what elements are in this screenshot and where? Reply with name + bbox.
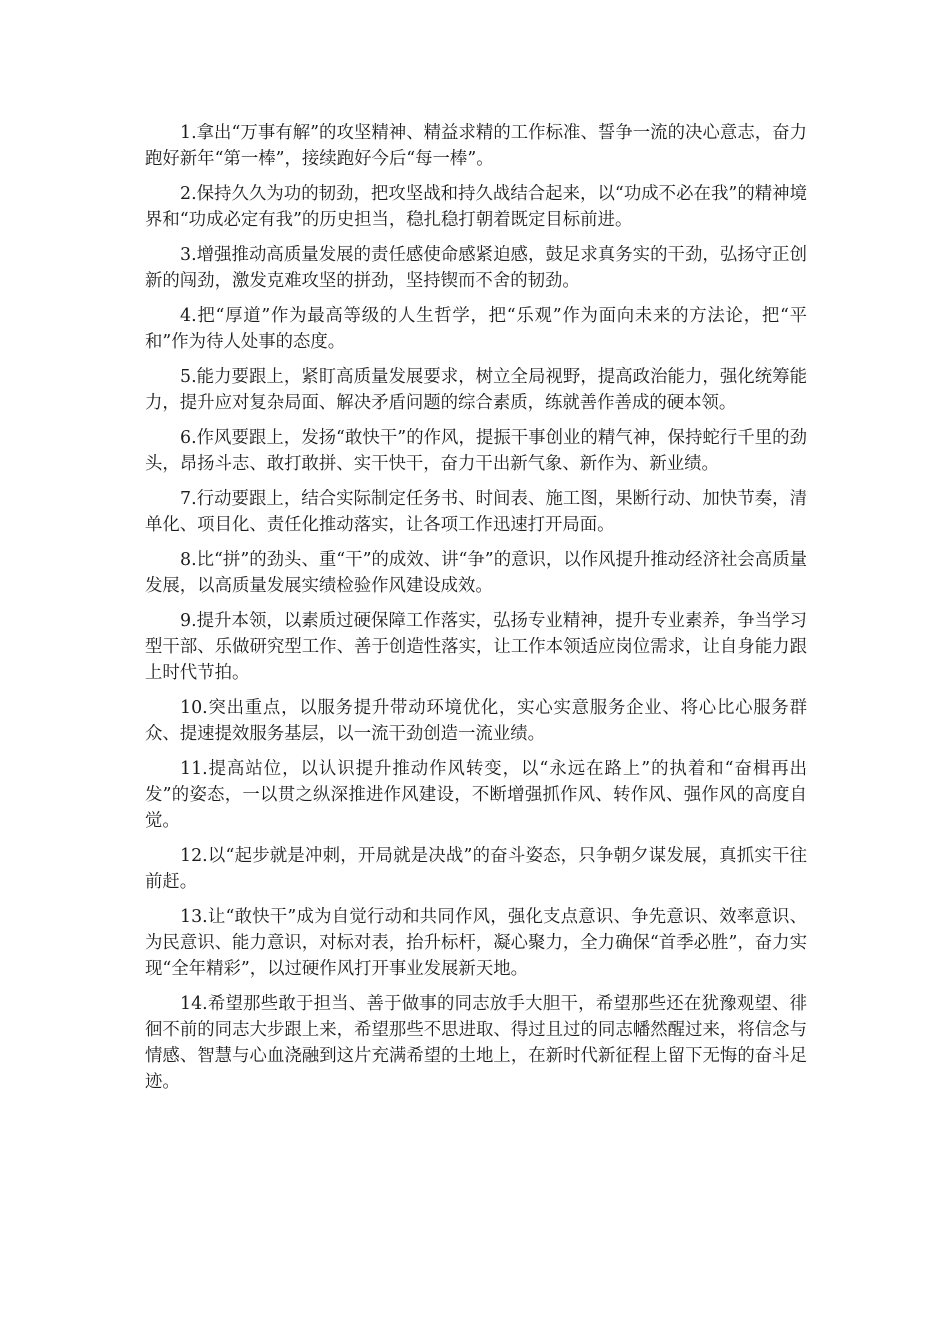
- paragraph-13: 13.让“敢快干”成为自觉行动和共同作风，强化支点意识、争先意识、效率意识、为民意识、能力意识，对标对表，抬升标杆，凝心聚力，全力确保“首季必胜”，奋力实现“全年精彩”，以过硬作风打开事业发展新天地。: [145, 907, 807, 979]
- paragraph-5: 5.能力要跟上，紧盯高质量发展要求，树立全局视野，提高政治能力，强化统筹能力，提升应对复杂局面、解决矛盾问题的综合素质，练就善作善成的硬本领。: [145, 367, 807, 413]
- paragraph-9: 9.提升本领，以素质过硬保障工作落实，弘扬专业精神，提升专业素养，争当学习型干部、乐做研究型工作、善于创造性落实，让工作本领适应岗位需求，让自身能力跟上时代节拍。: [145, 611, 807, 683]
- paragraph-12: 12.以“起步就是冲刺，开局就是决战”的奋斗姿态，只争朝夕谋发展，真抓实干往前赶。: [145, 846, 807, 892]
- paragraph-6: 6.作风要跟上，发扬“敢快干”的作风，提振干事创业的精气神，保持蛇行千里的劲头，昂扬斗志、敢打敢拼、实干快干，奋力干出新气象、新作为、新业绩。: [145, 428, 807, 474]
- paragraph-8: 8.比“拼”的劲头、重“干”的成效、讲“争”的意识，以作风提升推动经济社会高质量发展，以高质量发展实绩检验作风建设成效。: [145, 550, 807, 596]
- paragraph-10: 10.突出重点，以服务提升带动环境优化，实心实意服务企业、将心比心服务群众、提速提效服务基层，以一流干劲创造一流业绩。: [145, 698, 807, 744]
- paragraph-7: 7.行动要跟上，结合实际制定任务书、时间表、施工图，果断行动、加快节奏，清单化、项目化、责任化推动落实，让各项工作迅速打开局面。: [145, 489, 807, 535]
- document-page: [145, 120, 807, 1104]
- paragraph-11: 11.提高站位，以认识提升推动作风转变，以“永远在路上”的执着和“奋楫再出发”的姿态，一以贯之纵深推进作风建设，不断增强抓作风、转作风、强作风的高度自觉。: [145, 759, 807, 831]
- paragraph-14: 14.希望那些敢于担当、善于做事的同志放手大胆干，希望那些还在犹豫观望、徘徊不前的同志大步跟上来，希望那些不思进取、得过且过的同志幡然醒过来，将信念与情感、智慧与心血浇融到这片充满希望的土地上，在新时代新征程上留下无悔的奋斗足迹。: [145, 994, 807, 1092]
- paragraph-2: 2.保持久久为功的韧劲，把攻坚战和持久战结合起来，以“功成不必在我”的精神境界和“功成必定有我”的历史担当，稳扎稳打朝着既定目标前进。: [145, 184, 807, 230]
- paragraph-1: 1.拿出“万事有解”的攻坚精神、精益求精的工作标准、誓争一流的决心意志，奋力跑好新年“第一棒”，接续跑好今后“每一棒”。: [145, 123, 807, 169]
- paragraph-4: 4.把“厚道”作为最高等级的人生哲学，把“乐观”作为面向未来的方法论，把“平和”作为待人处事的态度。: [145, 306, 807, 352]
- paragraph-3: 3.增强推动高质量发展的责任感使命感紧迫感，鼓足求真务实的干劲，弘扬守正创新的闯劲，激发克难攻坚的拼劲，坚持锲而不舍的韧劲。: [145, 245, 807, 291]
